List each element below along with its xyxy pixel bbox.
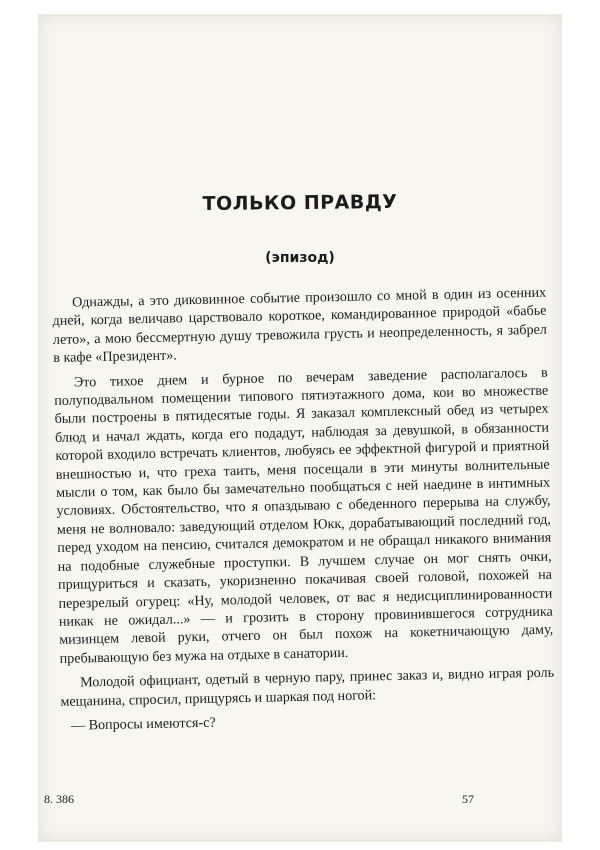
page-title: ТОЛЬКО ПРАВДУ [202, 190, 398, 216]
page-number: 57 [462, 792, 474, 806]
page-footer [38, 792, 562, 812]
paragraph-4: — Вопросы имеются-с? [70, 714, 216, 734]
paragraph-3: Молодой официант, одетый в черную пару, принес заказ и, видно играя роль мещанина, спросил, прищурясь и шаркая под ногой: [60, 664, 555, 710]
printer-signature: 8. 386 [44, 792, 74, 806]
paragraph-1: Однажды, а это диковинное событие произошло со мной в один из осенних дней, когда величаво царствовало короткое, командированное природой «бабье лето», а мою бессмертную душу тревожила грусть и неопределенность, я забрел в кафе «Президент». [52, 284, 548, 367]
body-text [52, 284, 555, 742]
paragraph-2: Это тихое днем и бурное по вечерам заведение располагалось в полуподвальном помещении типового пятиэтажного дома, кои во множестве были построены в пятидесятые годы. Я заказал комплексный обед из четырех блюд и начал ждать, когда его подадут, наблюдая за девушкой, в обязанности которой входило встречать клиентов, любуясь ее эффектной фигурой и приятной внешностью и, что греха таить, меня посещали в эти минуты волнительные мысли о том, как было бы замечательно пообщаться с ней наедине в интимных условиях. Обстоятельство, что я опаздываю с обеденного перерыва на службу, меня не волновало: заведующий отделом Юкк, дорабатывающий последний год, перед уходом на пенсию, считался демократом и не обращал никакого внимания на подобные служебные проступки. В лучшем случае он мог снять очки, прищуриться и сказать, укоризненно покачивая своей головой, похожей на перезрелый огурец: «Ну, молодой человек, от вас я недисциплинированности никак не ожидал...» — и грозить в сторону провинившегося сотрудника мизинцем левой руки, отчего он был похож на кокетничающую даму, пребывающую без мужа на отдыхе в санатории. [54, 364, 554, 667]
page-subtitle: (эпизод) [265, 250, 335, 266]
book-page [38, 14, 562, 842]
